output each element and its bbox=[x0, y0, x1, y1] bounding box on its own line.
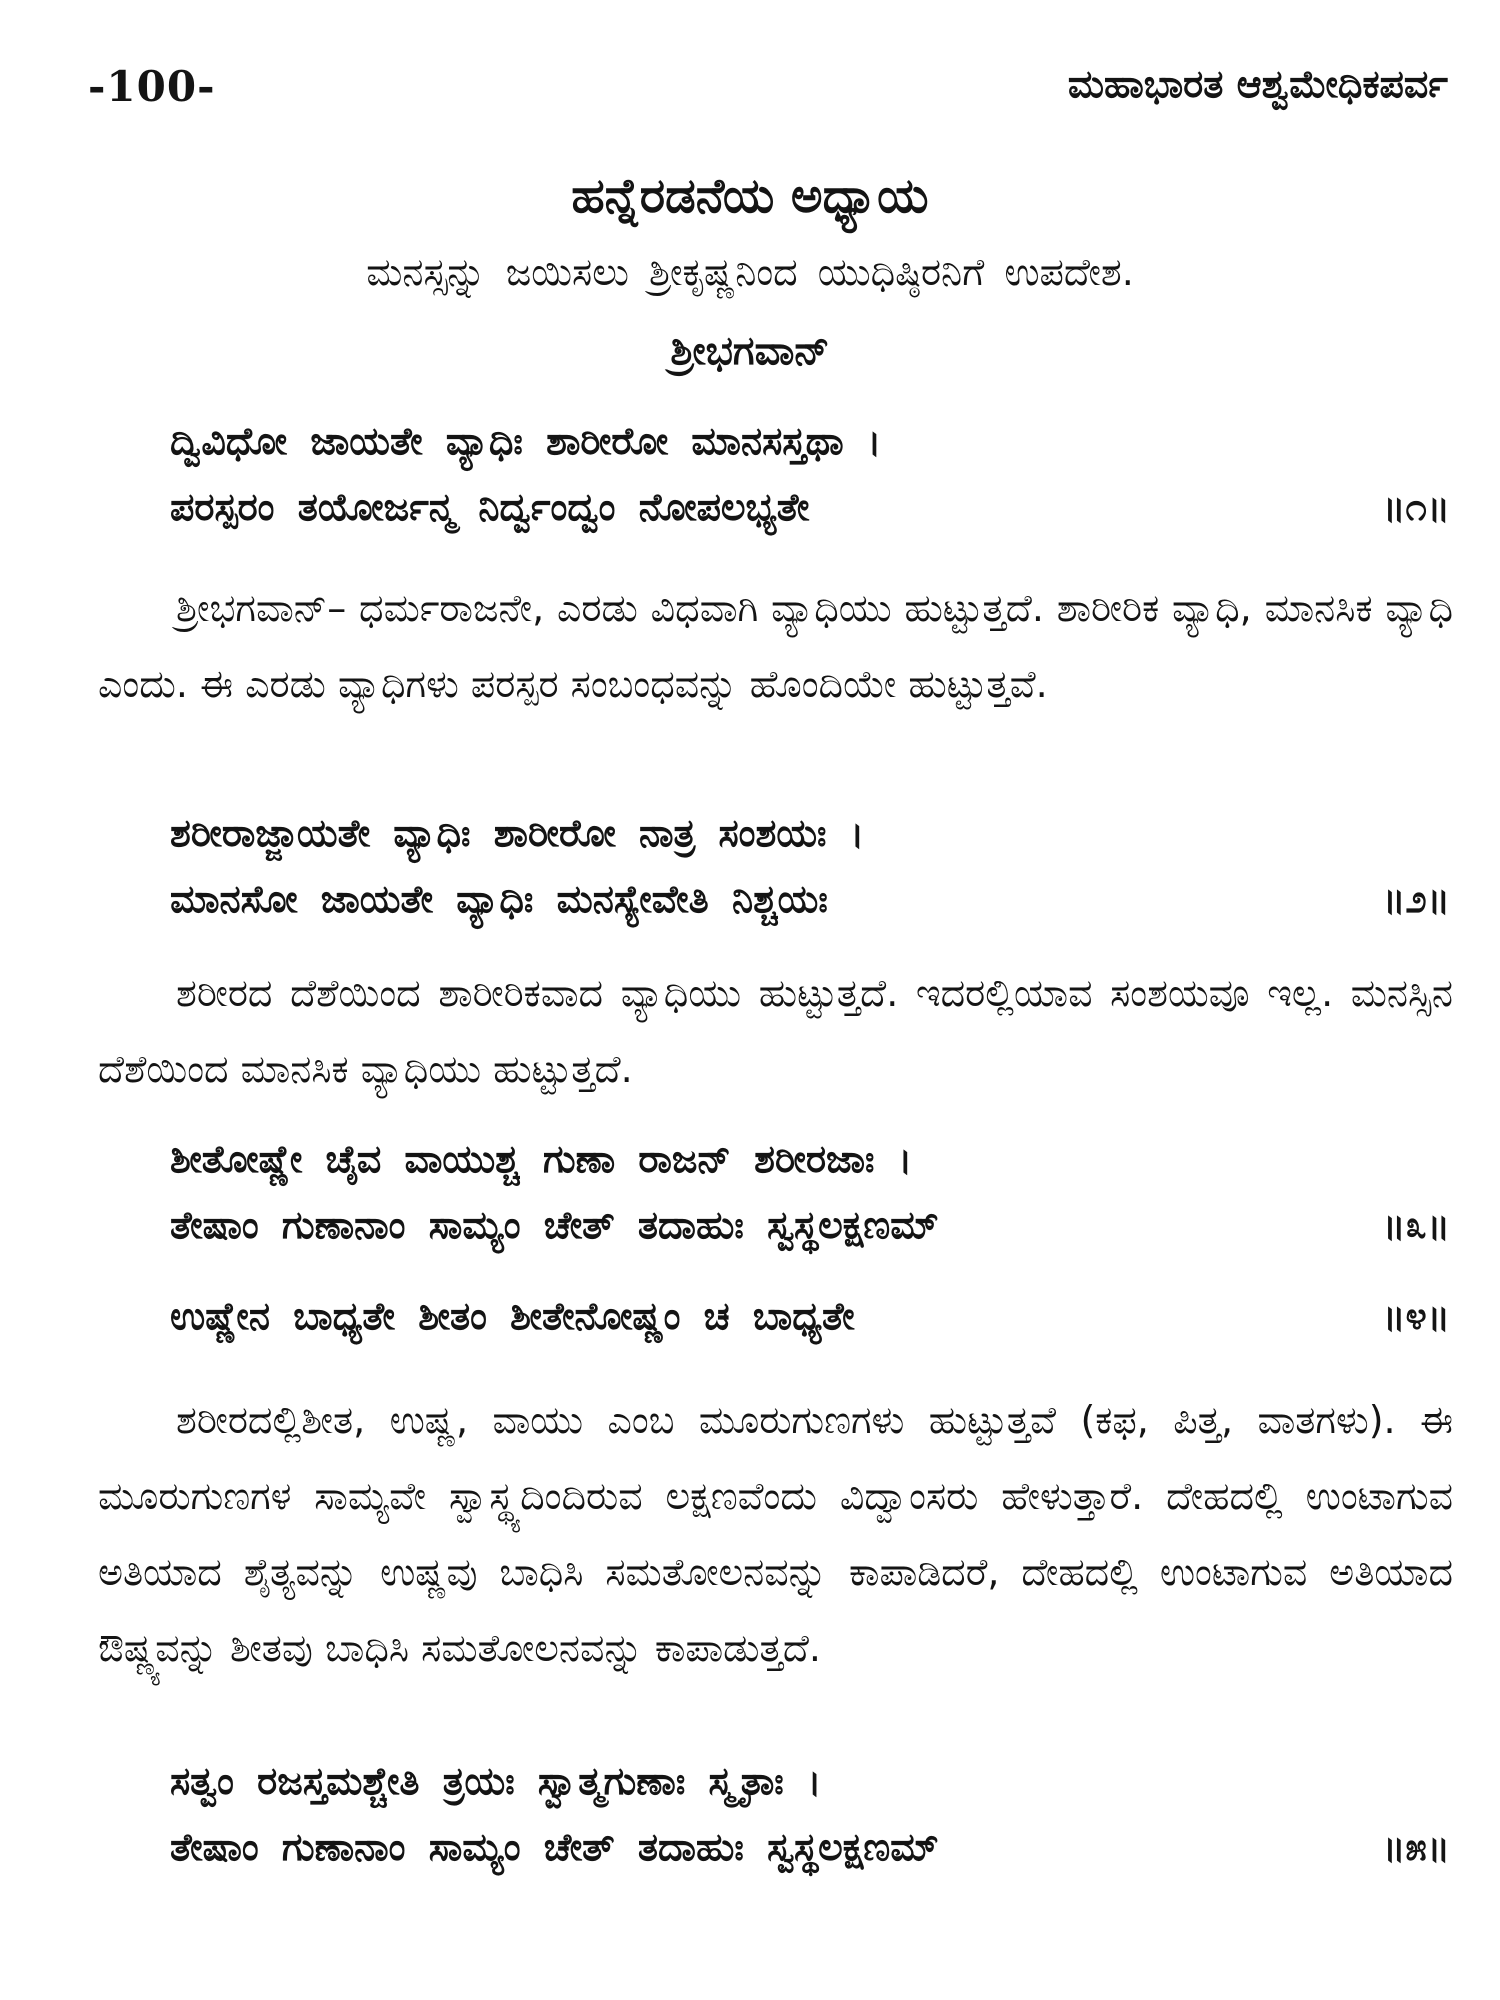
verse-block bbox=[170, 1283, 1450, 1349]
verse-block bbox=[170, 1748, 1450, 1880]
verse-text: ತೇಷಾಂ ಗುಣಾನಾಂ ಸಾಮ್ಯಂ ಚೇತ್ ತದಾಹುಃ ಸ್ವಸ್ಥಲಕ್ಷಣಮ್ bbox=[170, 1203, 939, 1247]
verse-line: ಸತ್ವಂ ರಜಸ್ತಮಶ್ಚೇತಿ ತ್ರಯಃ ಸ್ವಾತ್ಮಗುಣಾಃ ಸ್ಮೃತಾಃ । bbox=[170, 1759, 822, 1803]
commentary-block bbox=[98, 1382, 1453, 1686]
chapter-subtitle: ಮನಸ್ಸನ್ನು ಜಯಿಸಲು ಶ್ರೀಕೃಷ್ಣನಿಂದ ಯುಧಿಷ್ಠಿರನಿಗೆ ಉಪದೇಶ. bbox=[366, 250, 1134, 294]
verse-line-with-number bbox=[170, 1192, 1450, 1258]
verse-line-with-number bbox=[170, 866, 1450, 932]
verse-number: ॥೫॥ bbox=[1382, 1825, 1450, 1869]
verse-line: ಶರೀರಾಜ್ಜಾಯತೇ ವ್ಯಾಧಿಃ ಶಾರೀರೋ ನಾತ್ರ ಸಂಶಯಃ । bbox=[170, 811, 865, 855]
verse-number: ॥೪॥ bbox=[1382, 1294, 1450, 1338]
verse-block bbox=[170, 800, 1450, 932]
chapter-title: ಹನ್ನೆರಡನೆಯ ಅಧ್ಯಾಯ bbox=[571, 168, 929, 224]
commentary-paragraph: ಶ್ರೀಭಗವಾನ್– ಧರ್ಮರಾಜನೇ, ಎರಡು ವಿಧವಾಗಿ ವ್ಯಾಧಿಯು ಹುಟ್ಟುತ್ತದೆ. ಶಾರೀರಿಕ ವ್ಯಾಧಿ, ಮಾನಸಿಕ ವ್ಯಾಧಿ ಎಂದು. ಈ ಎರಡು ವ್ಯಾಧಿಗಳು ಪರಸ್ಪರ ಸಂಬಂಧವನ್ನು ಹೊಂದಿಯೇ ಹುಟ್ಟುತ್ತವೆ. bbox=[98, 586, 1453, 706]
commentary-block bbox=[98, 955, 1453, 1107]
verse-block bbox=[170, 1126, 1450, 1258]
verse-line: ದ್ವಿವಿಧೋ ಜಾಯತೇ ವ್ಯಾಧಿಃ ಶಾರೀರೋ ಮಾನಸಸ್ತಥಾ । bbox=[170, 419, 882, 463]
verse-text: ಪರಸ್ಪರಂ ತಯೋರ್ಜನ್ಮ ನಿರ್ದ್ವಂದ್ವಂ ನೋಪಲಭ್ಯತೇ bbox=[170, 485, 810, 529]
running-header-title: ಮಹಾಭಾರತ ಆಶ್ವಮೇಧಿಕಪರ್ವ bbox=[1067, 62, 1448, 106]
verse-text: ಮಾನಸೋ ಜಾಯತೇ ವ್ಯಾಧಿಃ ಮನಸ್ಯೇವೇತಿ ನಿಶ್ಚಯಃ bbox=[170, 877, 828, 921]
verse-text: ತೇಷಾಂ ಗುಣಾನಾಂ ಸಾಮ್ಯಂ ಚೇತ್ ತದಾಹುಃ ಸ್ವಸ್ಥಲಕ್ಷಣಮ್ bbox=[170, 1825, 939, 1869]
commentary-block bbox=[98, 570, 1453, 722]
commentary-paragraph: ಶರೀರದಲ್ಲಿಶೀತ, ಉಷ್ಣ, ವಾಯು ಎಂಬ ಮೂರುಗುಣಗಳು ಹುಟ್ಟುತ್ತವೆ (ಕಫ, ಪಿತ್ತ, ವಾತಗಳು). ಈ ಮೂರುಗುಣಗಳ ಸಾಮ್ಯವೇ ಸ್ವಾಸ್ಥ್ಯದಿಂದಿರುವ ಲಕ್ಷಣವೆಂದು ವಿದ್ವಾಂಸರು ಹೇಳುತ್ತಾರೆ. ದೇಹದಲ್ಲಿ ಉಂಟಾಗುವ ಅತಿಯಾದ ಶೈತ್ಯವನ್ನು ಉಷ್ಣವು ಬಾಧಿಸಿ ಸಮತೋಲನವನ್ನು ಕಾಪಾಡಿದರೆ, ದೇಹದಲ್ಲಿ ಉಂಟಾಗುವ ಅತಿಯಾದ ಔಷ್ಣ್ಯವನ್ನು ಶೀತವು ಬಾಧಿಸಿ ಸಮತೋಲನವನ್ನು ಕಾಪಾಡುತ್ತದೆ. bbox=[98, 1398, 1453, 1670]
page-number: -100- bbox=[88, 62, 216, 111]
verse-block bbox=[170, 408, 1450, 540]
verse-text: ಉಷ್ಣೇನ ಬಾಧ್ಯತೇ ಶೀತಂ ಶೀತೇನೋಷ್ಣಂ ಚ ಬಾಧ್ಯತೇ bbox=[170, 1294, 855, 1338]
verse-line-with-number bbox=[170, 1283, 1450, 1349]
verse-line: ಶೀತೋಷ್ಣೇ ಚೈವ ವಾಯುಶ್ಚ ಗುಣಾ ರಾಜನ್ ಶರೀರಜಾಃ । bbox=[170, 1137, 913, 1181]
commentary-paragraph: ಶರೀರದ ದೆಶೆಯಿಂದ ಶಾರೀರಿಕವಾದ ವ್ಯಾಧಿಯು ಹುಟ್ಟುತ್ತದೆ. ಇದರಲ್ಲಿಯಾವ ಸಂಶಯವೂ ಇಲ್ಲ. ಮನಸ್ಸಿನ ದೆಶೆಯಿಂದ ಮಾನಸಿಕ ವ್ಯಾಧಿಯು ಹುಟ್ಟುತ್ತದೆ. bbox=[98, 971, 1453, 1091]
verse-line-with-number bbox=[170, 474, 1450, 540]
verse-number: ॥೩॥ bbox=[1382, 1203, 1450, 1247]
speaker-heading: ಶ್ರೀಭಗವಾನ್ bbox=[670, 328, 830, 374]
verse-line-with-number bbox=[170, 1814, 1450, 1880]
verse-number: ॥೨॥ bbox=[1382, 877, 1450, 921]
verse-number: ॥೧॥ bbox=[1382, 485, 1450, 529]
